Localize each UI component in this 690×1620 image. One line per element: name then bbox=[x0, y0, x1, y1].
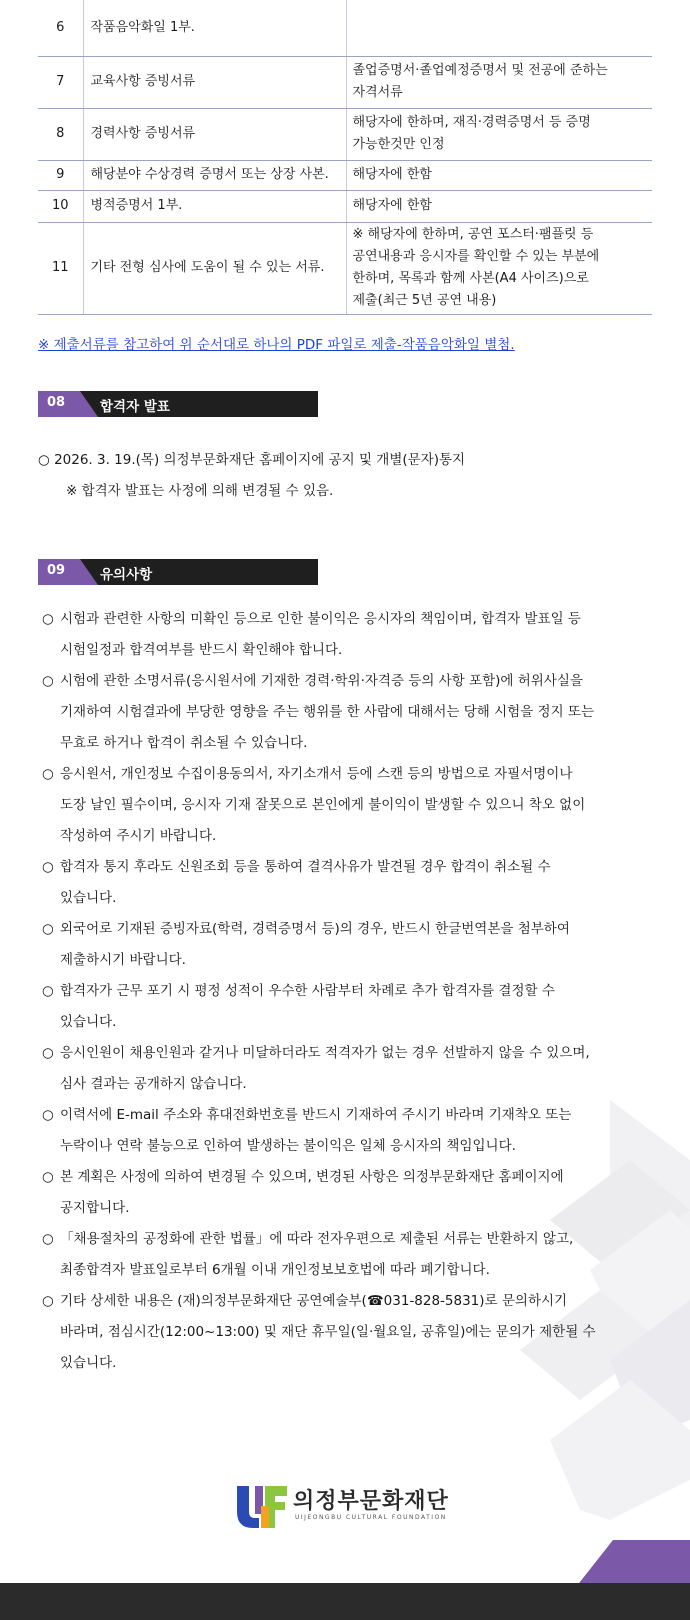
row-number: 10 bbox=[38, 190, 83, 222]
row-number: 6 bbox=[38, 0, 83, 56]
list-item bbox=[42, 976, 652, 1038]
section-title: 유의사항 bbox=[100, 567, 153, 583]
note-line: 한하며, 목록과 함께 사본(A4 사이즈)으로 bbox=[352, 271, 589, 286]
note-line: 가능한것만 인정 bbox=[352, 137, 445, 152]
foundation-name-english: UIJEONGBU CULTURAL FOUNDATION bbox=[295, 1514, 447, 1521]
row-number: 11 bbox=[38, 222, 83, 314]
list-item bbox=[42, 1100, 652, 1162]
list-item-line: 무효로 하거나 합격이 취소될 수 있습니다. bbox=[60, 735, 308, 751]
section-number: 08 bbox=[47, 395, 66, 410]
list-item-line: 있습니다. bbox=[60, 1014, 117, 1030]
table-row bbox=[38, 190, 652, 222]
list-item-line: 외국어로 기재된 증빙자료(학력, 경력증명서 등)의 경우, 반드시 한글번역본을 첨부하여 bbox=[60, 921, 570, 937]
circle-bullet-icon: ○ bbox=[42, 1107, 54, 1123]
footer-bar bbox=[0, 1583, 690, 1620]
list-item-line: 합격자 통지 후라도 신원조회 등을 통하여 결격사유가 발견될 경우 합격이 취소될 수 bbox=[60, 859, 551, 875]
list-item bbox=[42, 1224, 652, 1286]
row-number: 9 bbox=[38, 160, 83, 190]
list-item-line: 시험에 관한 소명서류(응시원서에 기재한 경력·학위·자격증 등의 사항 포함)에 허위사실을 bbox=[60, 673, 583, 689]
section-number: 09 bbox=[47, 563, 66, 578]
list-item-line: 기재하여 시험결과에 부당한 영향을 주는 행위를 한 사람에 대해서는 당해 시험을 정지 또는 bbox=[60, 704, 595, 720]
announcement-note: ※ 합격자 발표는 사정에 의해 변경될 수 있음. bbox=[66, 483, 334, 499]
document-table bbox=[38, 0, 652, 315]
circle-bullet-icon: ○ bbox=[42, 673, 54, 689]
row-item: 기타 전형 심사에 도움이 될 수 있는 서류. bbox=[83, 222, 346, 314]
circle-bullet-icon: ○ bbox=[42, 1231, 54, 1247]
row-item: 작품음악화일 1부. bbox=[83, 0, 346, 56]
note-line: 공연내용과 응시자를 확인할 수 있는 부분에 bbox=[352, 249, 600, 264]
list-item-line: 합격자가 근무 포기 시 평정 성적이 우수한 사람부터 차례로 추가 합격자를 결정할 수 bbox=[60, 983, 555, 999]
list-item-line: 있습니다. bbox=[60, 890, 117, 906]
table-row bbox=[38, 222, 652, 314]
note-line: ※ 해당자에 한하며, 공연 포스터·팸플릿 등 bbox=[352, 227, 594, 242]
list-item-line: 응시원서, 개인정보 수집이용동의서, 자기소개서 등에 스캔 등의 방법으로 자필서명이나 bbox=[60, 766, 573, 782]
notice-list bbox=[42, 604, 652, 1379]
circle-bullet-icon: ○ bbox=[42, 921, 54, 937]
list-item-line: 심사 결과는 공개하지 않습니다. bbox=[60, 1076, 247, 1092]
list-item-line: 응시인원이 채용인원과 같거나 미달하더라도 적격자가 없는 경우 선발하지 않을 수 있으며, bbox=[60, 1045, 590, 1061]
table-row bbox=[38, 56, 652, 108]
list-item-line: 제출하시기 바랍니다. bbox=[60, 952, 186, 968]
list-item-line: 공지합니다. bbox=[60, 1200, 130, 1216]
list-item-line: 도장 날인 필수이며, 응시자 기재 잘못으로 본인에게 불이익이 발생할 수 있으니 착오 없이 bbox=[60, 797, 586, 813]
list-item bbox=[42, 759, 652, 852]
list-item-line: 작성하여 주시기 바랍니다. bbox=[60, 828, 217, 844]
list-item bbox=[42, 604, 652, 666]
row-number: 8 bbox=[38, 108, 83, 160]
note-line: 자격서류 bbox=[352, 85, 403, 100]
list-item bbox=[42, 914, 652, 976]
row-note bbox=[346, 160, 652, 190]
row-item: 교육사항 증빙서류 bbox=[83, 56, 346, 108]
row-item: 해당분야 수상경력 증명서 또는 상장 사본. bbox=[83, 160, 346, 190]
row-item: 병적증명서 1부. bbox=[83, 190, 346, 222]
row-number: 7 bbox=[38, 56, 83, 108]
circle-bullet-icon: ○ bbox=[42, 1169, 54, 1185]
circle-bullet-icon: ○ bbox=[42, 611, 54, 627]
note-line: 졸업증명서·졸업예정증명서 및 전공에 준하는 bbox=[352, 63, 608, 78]
note-line: 해당자에 한함 bbox=[352, 167, 432, 182]
list-item bbox=[42, 852, 652, 914]
table-row bbox=[38, 0, 652, 56]
table-footnote[interactable]: ※ 제출서류를 참고하여 위 순서대로 하나의 PDF 파일로 제출-작품음악화일 별첨. bbox=[38, 337, 515, 353]
list-item-line: 「채용절차의 공정화에 관한 법률」에 따라 전자우편으로 제출된 서류는 반환하지 않고, bbox=[60, 1231, 574, 1247]
row-note bbox=[346, 108, 652, 160]
list-item-line: 누락이나 연락 불능으로 인하여 발생하는 불이익은 일체 응시자의 책임입니다. bbox=[60, 1138, 516, 1154]
circle-bullet-icon: ○ bbox=[42, 1293, 54, 1309]
section-header-08 bbox=[38, 391, 318, 417]
list-item-line: 이력서에 E-mail 주소와 휴대전화번호를 반드시 기재하여 주시기 바라며 기재착오 또는 bbox=[60, 1107, 572, 1123]
foundation-name: 의정부문화재단 bbox=[293, 1489, 449, 1514]
list-item-line: 시험일정과 합격여부를 반드시 확인해야 합니다. bbox=[60, 642, 343, 658]
row-note bbox=[346, 0, 652, 56]
circle-bullet-icon: ○ bbox=[42, 983, 54, 999]
circle-bullet-icon: ○ bbox=[42, 766, 54, 782]
list-item-line: 기타 상세한 내용은 (재)의정부문화재단 공연예술부(☎031-828-5831)로 문의하시기 bbox=[60, 1293, 568, 1309]
list-item bbox=[42, 1162, 652, 1224]
note-line: 제출(최근 5년 공연 내용) bbox=[352, 293, 497, 308]
row-note bbox=[346, 222, 652, 314]
list-item-line: 시험과 관련한 사항의 미확인 등으로 인한 불이익은 응시자의 책임이며, 합격자 발표일 등 bbox=[60, 611, 581, 627]
row-note bbox=[346, 56, 652, 108]
list-item bbox=[42, 666, 652, 759]
note-line: 해당자에 한함 bbox=[352, 198, 432, 213]
list-item bbox=[42, 1286, 652, 1379]
foundation-logo bbox=[233, 1484, 463, 1530]
row-item: 경력사항 증빙서류 bbox=[83, 108, 346, 160]
list-item-line: 바라며, 점심시간(12:00~13:00) 및 재단 휴무일(일·월요일, 공휴일)에는 문의가 제한될 수 bbox=[60, 1324, 596, 1340]
section-header-09 bbox=[38, 559, 318, 585]
list-item-line: 최종합격자 발표일로부터 6개월 이내 개인정보보호법에 따라 폐기합니다. bbox=[60, 1262, 490, 1278]
circle-bullet-icon: ○ bbox=[42, 1045, 54, 1061]
foundation-logo-mark bbox=[233, 1484, 289, 1530]
table-row bbox=[38, 108, 652, 160]
list-item-line: 본 계획은 사정에 의하여 변경될 수 있으며, 변경된 사항은 의정부문화재단 홈페이지에 bbox=[60, 1169, 564, 1185]
list-item-line: 있습니다. bbox=[60, 1355, 117, 1371]
table-row bbox=[38, 160, 652, 190]
circle-bullet-icon: ○ bbox=[42, 859, 54, 875]
note-line: 해당자에 한하며, 재직·경력증명서 등 증명 bbox=[352, 115, 591, 130]
section-title: 합격자 발표 bbox=[100, 399, 170, 415]
row-note bbox=[346, 190, 652, 222]
announcement-date: ○ 2026. 3. 19.(목) 의정부문화재단 홈페이지에 공지 및 개별(문자)통지 bbox=[38, 452, 466, 468]
list-item bbox=[42, 1038, 652, 1100]
